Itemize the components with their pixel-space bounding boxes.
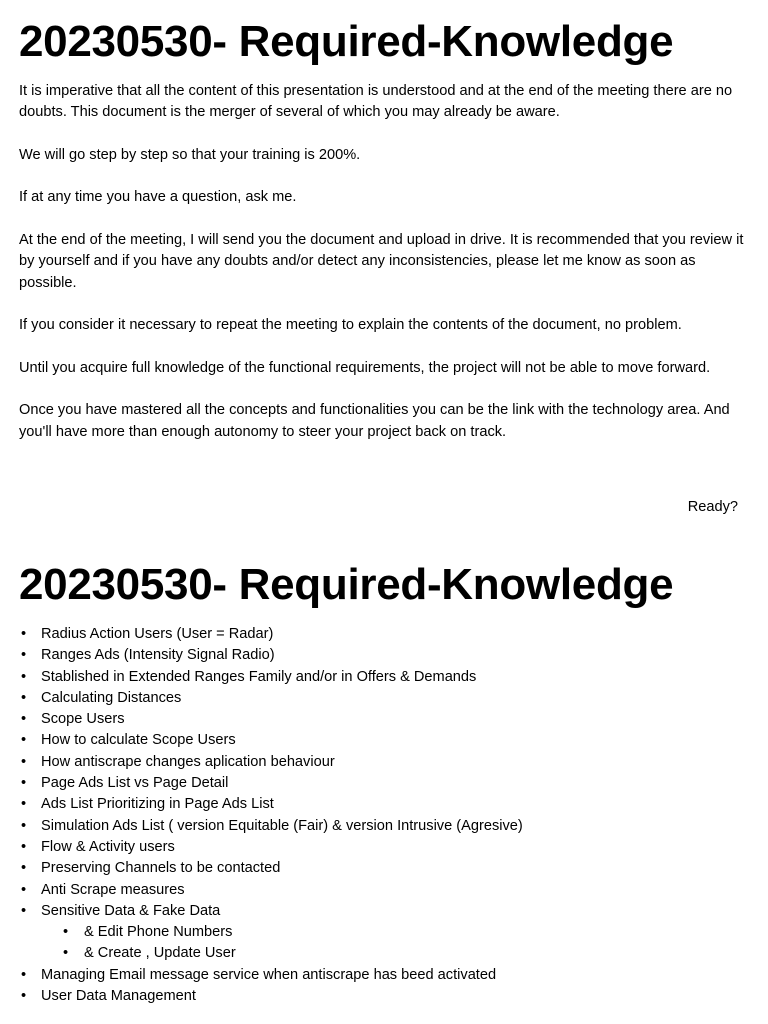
list-item — [20, 816, 523, 837]
list-item-text: & Create , Update User — [84, 945, 236, 962]
slide-body — [19, 81, 751, 464]
paragraph-step-by-step: We will go step by step so that your training is 200%. — [19, 146, 361, 163]
paragraph-mastered-concepts: Once you have mastered all the concepts and functionalities you can be the link with the technology area. And you'll have more than enough autonomy to steer your project back on track. — [19, 402, 730, 440]
list-item-text: Anti Scrape measures — [41, 881, 185, 898]
bullet-icon: • — [21, 860, 27, 877]
slide-title: 20230530- Required-Knowledge — [19, 560, 674, 609]
bullet-icon: • — [63, 945, 69, 962]
list-item-text: Ads List Prioritizing in Page Ads List — [41, 796, 274, 813]
list-item-text: Preserving Channels to be contacted — [41, 860, 281, 877]
paragraph-send-document: At the end of the meeting, I will send you the document and upload in drive. It is recommended that you review it by yourself and if you have any doubts and/or detect any inconsistencies, please let me know as soon as possible. — [19, 232, 744, 291]
list-item-text: How antiscrape changes aplication behaviour — [41, 753, 335, 770]
list-item-text: Scope Users — [41, 711, 125, 728]
list-item — [20, 837, 523, 858]
list-item-text: Radius Action Users (User = Radar) — [41, 626, 274, 642]
list-item-text: Ranges Ads (Intensity Signal Radio) — [41, 647, 275, 664]
list-item — [20, 667, 523, 688]
bullet-icon: • — [21, 796, 27, 813]
list-item — [20, 752, 523, 773]
bullet-icon: • — [21, 711, 27, 728]
paragraph-functional-requirements: Until you acquire full knowledge of the functional requirements, the project will not be able to move forward. — [19, 359, 711, 376]
list-item — [20, 794, 523, 815]
bullet-icon: • — [21, 689, 27, 706]
list-item — [20, 880, 523, 901]
slide-title: 20230530- Required-Knowledge — [19, 17, 674, 66]
paragraph-questions: If at any time you have a question, ask me. — [19, 189, 297, 206]
list-item-text: Stablished in Extended Ranges Family and/or in Offers & Demands — [41, 668, 477, 685]
list-item-text: Calculating Distances — [41, 689, 182, 706]
bullet-icon: • — [21, 902, 27, 919]
list-item — [20, 688, 523, 709]
list-item-text: Flow & Activity users — [41, 838, 175, 855]
list-item-text: Sensitive Data & Fake Data — [41, 902, 221, 919]
list-item-text: Simulation Ads List ( version Equitable (Fair) & version Intrusive (Agresive) — [41, 817, 523, 834]
bullet-icon: • — [21, 775, 27, 792]
sub-list-item — [20, 922, 523, 943]
bullet-icon: • — [21, 817, 27, 834]
bullet-icon: • — [21, 988, 27, 1005]
bullet-icon: • — [63, 924, 69, 941]
ready-prompt: Ready? — [687, 499, 738, 515]
paragraph-imperative: It is imperative that all the content of this presentation is understood and at the end of the meeting there are no doubts. This document is the merger of several of which you may already be aware. — [19, 83, 733, 121]
list-item-text: How to calculate Scope Users — [41, 732, 236, 749]
list-item — [20, 965, 523, 986]
bullet-icon: • — [21, 966, 27, 983]
list-item-text: Managing Email message service when antiscrape has beed activated — [41, 966, 497, 983]
bullet-icon: • — [21, 668, 27, 685]
list-item — [20, 645, 523, 666]
list-item — [20, 730, 523, 751]
list-item-text: & Edit Phone Numbers — [84, 924, 233, 941]
paragraph-repeat-meeting: If you consider it necessary to repeat the meeting to explain the contents of the document, no problem. — [19, 317, 682, 334]
list-item — [20, 773, 523, 794]
bullet-icon: • — [21, 838, 27, 855]
slide-topics — [0, 545, 768, 1024]
topic-list — [20, 624, 523, 1007]
bullet-icon: • — [21, 881, 27, 898]
list-item — [20, 858, 523, 879]
list-item — [20, 901, 523, 922]
list-item — [20, 624, 523, 645]
bullet-icon: • — [21, 626, 27, 642]
sub-list-item — [20, 943, 523, 964]
list-item-text: Page Ads List vs Page Detail — [41, 775, 229, 792]
bullet-icon: • — [21, 732, 27, 749]
list-item — [20, 709, 523, 730]
bullet-icon: • — [21, 647, 27, 664]
list-item — [20, 986, 523, 1007]
list-item-text: User Data Management — [41, 988, 196, 1005]
bullet-icon: • — [21, 753, 27, 770]
